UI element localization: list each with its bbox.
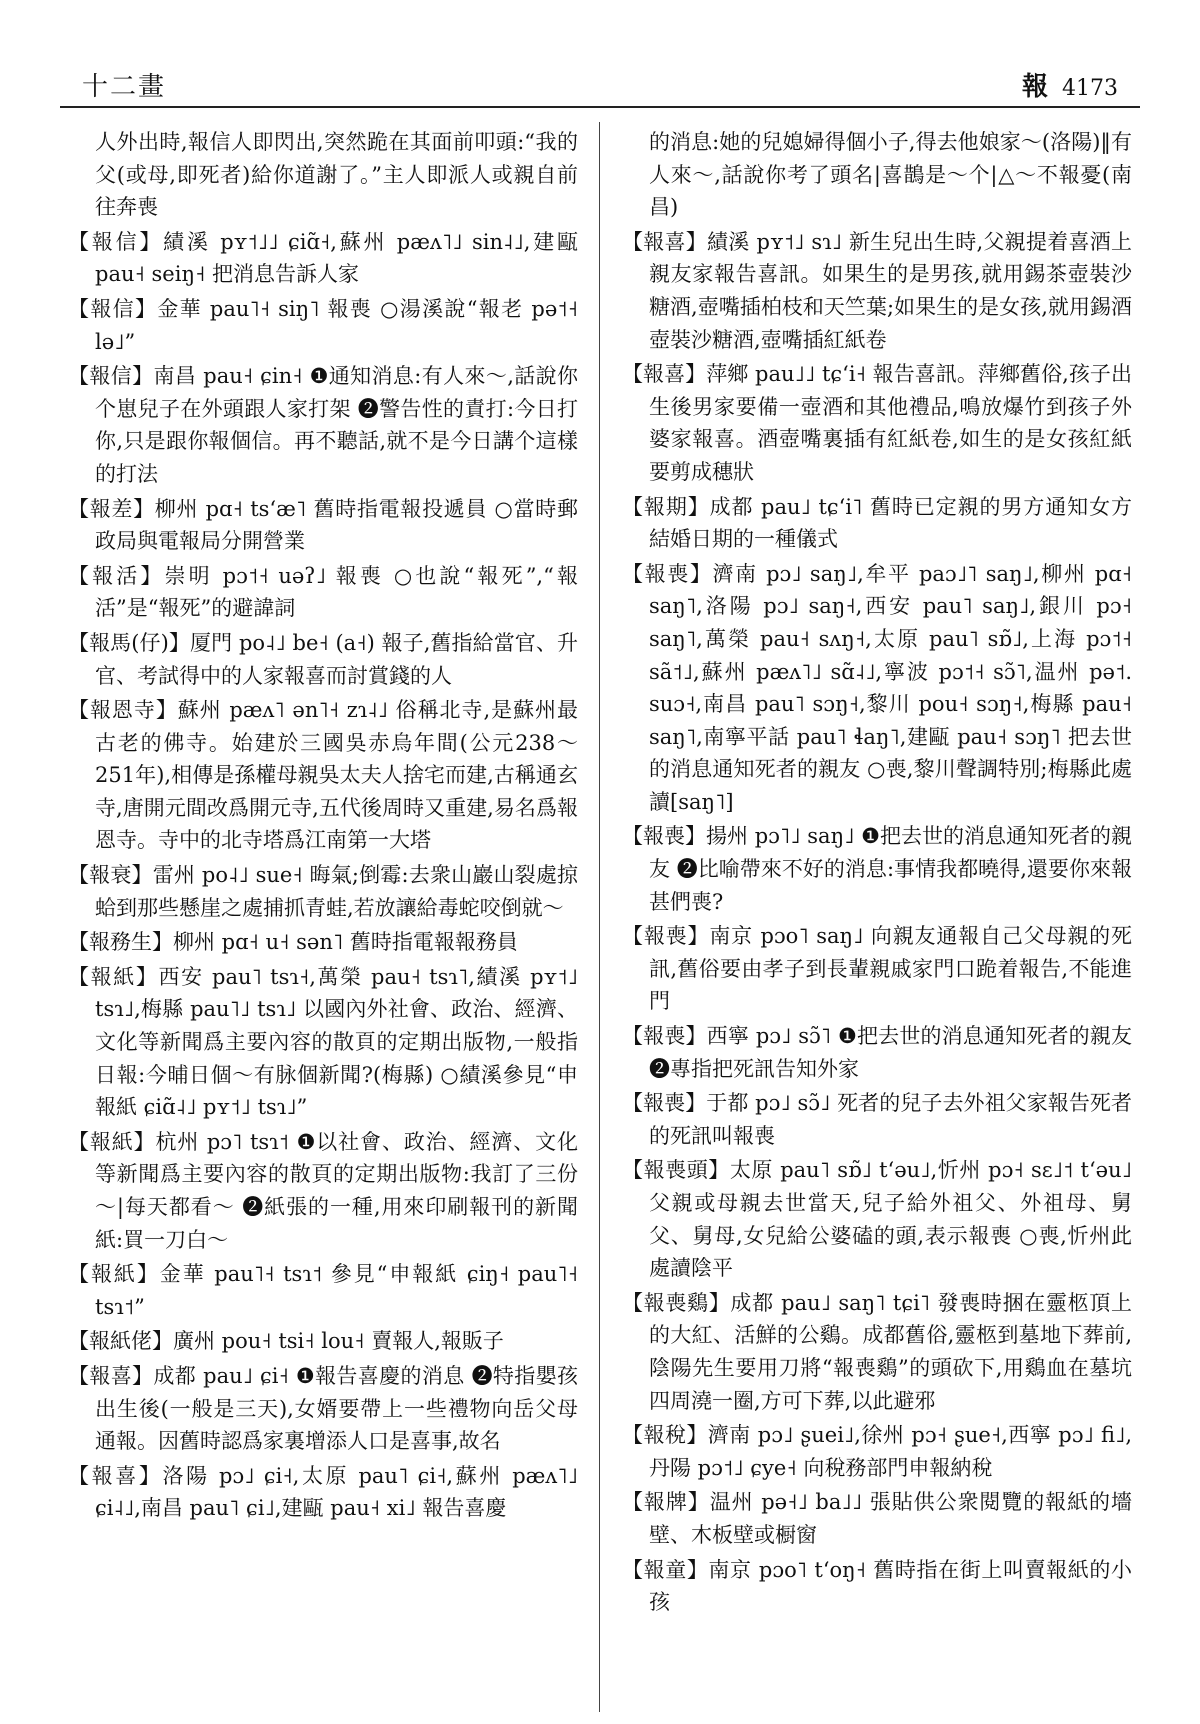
entry-paragraph: 【報信】南昌 pau˧ ɕin˧ ❶通知消息:有人來～,話說你个崽兒子在外頭跟人家打架 ❷警告性的責打:今日打你,只是跟你報個信。再不聽話,就不是今日講个這樣的打法 — [68, 364, 578, 486]
entry-paragraph: 【報喪】西寧 pɔ˩ sɔ̃˥ ❶把去世的消息通知死者的親友 ❷專指把死訊告知外家 — [622, 1024, 1132, 1081]
entry-paragraph: 【報喜】績溪 pʏ˦˩ sɿ˩ 新生兒出生時,父親提着喜酒上親友家報告喜訊。如果生的是男孩,就用錫茶壺裝沙糖酒,壺嘴插柏枝和天竺葉;如果生的是女孩,就用錫酒壺裝沙糖酒,壺嘴插紅紙卷 — [622, 229, 1132, 352]
section-title: 十二畫 — [82, 72, 167, 102]
page-number: 4173 — [1062, 76, 1118, 101]
head-character: 報 — [1021, 72, 1048, 102]
entry-paragraph: 人外出時,報信人即閃出,突然跪在其面前叩頭:“我的父(或母,即死者)給你道謝了。”主人即派人或親自前往奔喪 — [95, 130, 578, 220]
entry-paragraph: 【報紙】西安 pau˥ tsɿ˧,萬榮 pau˧ tsɿ˥,績溪 pʏ˦˩ tsɿ˩,梅縣 pau˥˩ tsɿ˩ 以國內外社會、政治、經濟、文化等新聞爲主要內容的散頁的定期出版物,一般指日報:今晡日個～有脉個新聞?(梅縣) ○績溪參見“申報紙 ɕiɑ̃˨˩ pʏ˦˩ tsɿ˩” — [68, 964, 578, 1120]
entry-paragraph: 【報喜】成都 pau˩ ɕi˧ ❶報告喜慶的消息 ❷特指嬰孩出生後(一般是三天),女婿要帶上一些禮物向岳父母通報。因舊時認爲家裏增添人口是喜事,故名 — [68, 1363, 578, 1454]
entry-paragraph: 【報務生】柳州 pɑ˧ u˧ sən˥ 舊時指電報報務員 — [68, 930, 518, 955]
entry-paragraph: 【報喪頭】太原 pau˥ sɒ̃˩ tʻəu˩,忻州 pɔ˧ sɛ˩˦ tʻəu˩ 父親或母親去世當天,兒子給外祖父、外祖母、舅父、舅母,女兒給公婆磕的頭,表示報喪 ○喪,忻州此處讀陰平 — [622, 1158, 1132, 1281]
entry-paragraph: 【報喪】南京 pɔo˥ saŋ˩ 向親友通報自己父母親的死訊,舊俗要由孝子到長輩親戚家門口跪着報告,不能進門 — [622, 924, 1132, 1014]
entry-paragraph: 【報信】績溪 pʏ˦˩˩ ɕiɑ̃˧,蘇州 pæʌ˥˩ sin˨˩,建甌 pau˧ seiŋ˧ 把消息告訴人家 — [68, 229, 578, 287]
column-divider — [599, 122, 600, 1712]
entry-paragraph: 【報喜】洛陽 pɔ˩ ɕi˧,太原 pau˥ ɕi˧,蘇州 pæʌ˥˩ ɕi˨˩,南昌 pau˥ ɕi˩,建甌 pau˧ xi˩ 報告喜慶 — [68, 1463, 578, 1521]
entry-paragraph: 【報信】金華 pau˥˧ siŋ˥ 報喪 ○湯溪說“報老 pə˦˧ lə˩” — [68, 296, 578, 354]
entry-paragraph: 【報喪】于都 pɔ˩ sɔ̃˩ 死者的兒子去外祖父家報告死者的死訊叫報喪 — [622, 1091, 1132, 1148]
entry-paragraph: 【報紙】金華 pau˥˧ tsɿ˦ 參見“申報紙 ɕiŋ˧ pau˥˧ tsɿ˦” — [68, 1262, 578, 1319]
entry-paragraph: 【報馬(仔)】厦門 po˨˩ be˧ (a˧) 報子,舊指給當官、升官、考試得中的人家報喜而討賞錢的人 — [68, 630, 578, 688]
page-header — [60, 62, 1140, 108]
entry-paragraph: 【報喪】濟南 pɔ˩ saŋ˩,牟平 paɔ˩˥ saŋ˩,柳州 pɑ˧ saŋ˥,洛陽 pɔ˩ saŋ˧,西安 pau˥ saŋ˩,銀川 pɔ˧ saŋ˥,萬榮 pau˧ sʌŋ˧,太原 pau˥ sɒ̃˩,上海 pɔ˦˧ sã˦˩,蘇州 pæʌ˥˩ sɑ̃˨˩,寧波 pɔ˦˧ sɔ̃˥,温州 pə˦. suɔ˧,南昌 pau˥ sɔŋ˧,黎川 pou˧ sɔŋ˧,梅縣 pau˧ saŋ˥,南寧平話 pau˥ ɬaŋ˥,建甌 pau˧ sɔŋ˥ 把去世的消息通知死者的親友 ○喪,黎川聲調特別;梅縣此處讀[saŋ˥] — [622, 561, 1132, 814]
entry-paragraph: 【報衰】雷州 po˨˩ sue˧ 晦氣;倒霉:去衆山巖山裂處掠蛤到那些懸崖之處捕抓青蛙,若放讓給毒蛇咬倒就～ — [68, 863, 578, 920]
entry-paragraph: 【報喪】揚州 pɔ˥˩ saŋ˩ ❶把去世的消息通知死者的親友 ❷比喻帶來不好的消息:事情我都曉得,還要你來報甚們喪? — [622, 824, 1132, 914]
entry-paragraph: 【報紙】杭州 pɔ˥ tsɿ˦ ❶以社會、政治、經濟、文化等新聞爲主要內容的散頁的定期出版物:我訂了三份～|每天都看～ ❷紙張的一種,用來印刷報刊的新聞紙:買一刀白～ — [68, 1129, 578, 1252]
entry-paragraph: 【報牌】温州 pə˧˩ ba˩˩ 張貼供公衆閱覽的報紙的墻壁、木板壁或橱窗 — [622, 1490, 1132, 1547]
entry-paragraph: 【報紙佬】廣州 pou˧ tsi˧ lou˧ 賣報人,報販子 — [68, 1329, 504, 1354]
entry-paragraph: 【報活】崇明 pɔ˦˧ uəʔ˩ 報喪 ○也說“報死”,“報活”是“報死”的避諱詞 — [68, 563, 578, 621]
right-column — [622, 126, 1132, 1621]
page-heading — [1022, 66, 1118, 103]
entry-paragraph: 【報喪鷄】成都 pau˩ saŋ˥ tɕi˥ 發喪時捆在靈柩頂上的大紅、活鮮的公鷄。成都舊俗,靈柩到墓地下葬前,陰陽先生要用刀將“報喪鷄”的頭砍下,用鷄血在墓坑四周澆一圈,方可下葬,以此避邪 — [622, 1290, 1132, 1413]
entry-paragraph: 【報童】南京 pɔo˥ tʻoŋ˧ 舊時指在街上叫賣報紙的小孩 — [622, 1557, 1132, 1615]
entry-paragraph: 【報恩寺】蘇州 pæʌ˥ ən˥˧ zɿ˨˩ 俗稱北寺,是蘇州最古老的佛寺。始建於三國吳赤烏年間(公元238～251年),相傳是孫權母親吳太夫人捨宅而建,古稱通玄寺,唐開元間改爲開元寺,五代後周時又重建,易名爲報恩寺。寺中的北寺塔爲江南第一大塔 — [68, 698, 578, 853]
entry-paragraph: 【報期】成都 pau˩ tɕʻi˥ 舊時已定親的男方通知女方結婚日期的一種儀式 — [622, 494, 1132, 552]
entry-paragraph: 【報差】柳州 pɑ˧ tsʻæ˥ 舊時指電報投遞員 ○當時郵政局與電報局分開營業 — [68, 496, 578, 554]
entry-paragraph: 的消息:她的兒媳婦得個小子,得去他娘家～(洛陽)‖有人來～,話說你考了頭名|喜鵲是～个|△～不報憂(南昌) — [649, 130, 1132, 220]
entry-paragraph: 【報稅】濟南 pɔ˩ ʂuei˩,徐州 pɔ˧ ʂue˧,西寧 pɔ˩ fi˩,丹陽 pɔ˦˩ ɕye˧ 向稅務部門申報納稅 — [622, 1423, 1132, 1480]
entry-paragraph: 【報喜】萍鄉 pau˩˩ tɕʻi˧ 報告喜訊。萍鄉舊俗,孩子出生後男家要備一壺酒和其他禮品,鳴放爆竹到孩子外婆家報喜。酒壺嘴裏插有紅紙卷,如生的是女孩紅紙要剪成穗狀 — [622, 362, 1132, 484]
left-column — [68, 126, 578, 1527]
